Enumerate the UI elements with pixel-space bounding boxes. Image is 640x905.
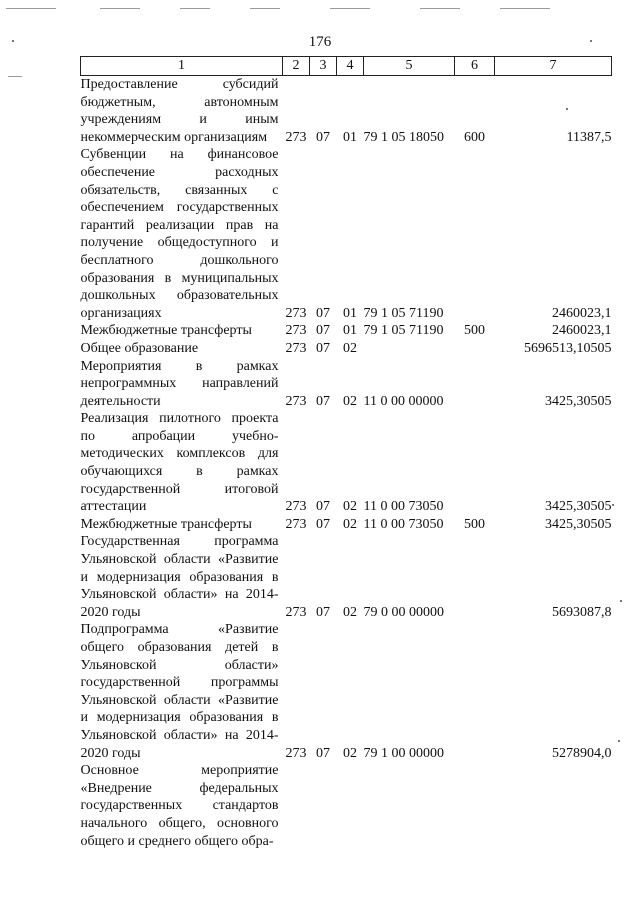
ministry-code: 273 bbox=[285, 499, 307, 515]
scan-artifact bbox=[420, 8, 460, 9]
ministry-code: 273 bbox=[285, 129, 307, 145]
target-article-code: 79 1 05 71190 bbox=[363, 305, 444, 321]
subsection-code: 02 bbox=[343, 745, 357, 761]
table-row bbox=[81, 340, 612, 358]
amount: 11387,5 bbox=[566, 129, 612, 145]
amount: 2460023,1 bbox=[552, 323, 612, 339]
target-article-code: 79 1 05 71190 bbox=[363, 323, 444, 339]
target-article-code bbox=[364, 340, 455, 358]
expense-type-code bbox=[455, 358, 495, 411]
expense-type-code: 600 bbox=[464, 129, 485, 145]
table-row bbox=[81, 762, 612, 850]
amount: 3425,30505 bbox=[545, 499, 612, 515]
section-code: 07 bbox=[316, 340, 330, 356]
row-name: Предоставление субсидий бюджетным, автономным учреждениям и иным некоммерческим организациям bbox=[80, 77, 279, 145]
scan-artifact bbox=[618, 740, 620, 742]
expense-type-code bbox=[455, 340, 495, 358]
scan-artifact bbox=[250, 8, 280, 9]
subsection-code: 01 bbox=[343, 323, 357, 339]
subsection-code: 02 bbox=[343, 340, 357, 356]
scan-artifact bbox=[566, 108, 568, 110]
section-code: 07 bbox=[316, 499, 330, 515]
scan-artifact bbox=[12, 40, 14, 42]
target-article-code: 11 0 00 00000 bbox=[363, 393, 444, 409]
page-number: 176 bbox=[308, 34, 332, 50]
target-article-code: 11 0 00 73050 bbox=[363, 516, 444, 532]
row-name: Межбюджетные трансферты bbox=[80, 516, 252, 532]
row-name: Субвенции на финансовое обеспечение расходных обязательств, связанных с обеспечением государственных гарантий реализации прав на получение общедоступного и бесплатного дошкольного образования в муниципальных дошкольных образовательных организациях bbox=[80, 147, 279, 321]
table-row bbox=[81, 410, 612, 516]
column-header: 7 bbox=[495, 57, 612, 76]
target-article-code: 11 0 00 73050 bbox=[363, 499, 444, 515]
subsection-code: 02 bbox=[343, 499, 357, 515]
amount bbox=[495, 762, 612, 850]
amount: 3425,30505 bbox=[545, 516, 612, 532]
ministry-code: 273 bbox=[285, 516, 307, 532]
amount: 5696513,10505 bbox=[524, 340, 612, 356]
subsection-code bbox=[337, 762, 364, 850]
expense-type-code bbox=[455, 621, 495, 762]
scan-artifact bbox=[180, 8, 210, 9]
subsection-code: 02 bbox=[343, 393, 357, 409]
row-name: Основное мероприятие «Внедрение федеральных государственных стандартов начального общего, основного общего и среднего общего обра- bbox=[80, 763, 279, 849]
column-header: 6 bbox=[455, 57, 495, 76]
table-row bbox=[81, 533, 612, 621]
table-row bbox=[81, 76, 612, 147]
ministry-code: 273 bbox=[285, 745, 307, 761]
expense-type-code bbox=[455, 146, 495, 322]
table-row bbox=[81, 358, 612, 411]
section-code: 07 bbox=[316, 129, 330, 145]
scan-artifact bbox=[6, 8, 56, 9]
column-header: 5 bbox=[364, 57, 455, 76]
row-name: Государственная программа Ульяновской области «Развитие и модернизация образования в Ульяновской области» на 2014-2020 годы bbox=[80, 534, 279, 620]
scan-artifact bbox=[330, 8, 370, 9]
amount: 3425,30505 bbox=[545, 393, 612, 409]
section-code: 07 bbox=[316, 516, 330, 532]
target-article-code bbox=[364, 762, 455, 850]
scan-artifact bbox=[8, 76, 22, 77]
expense-type-code: 500 bbox=[464, 323, 485, 339]
expense-type-code bbox=[455, 410, 495, 516]
scan-artifact bbox=[620, 600, 622, 602]
table-row bbox=[81, 322, 612, 340]
table-row bbox=[81, 146, 612, 322]
section-code: 07 bbox=[316, 604, 330, 620]
subsection-code: 02 bbox=[343, 516, 357, 532]
section-code: 07 bbox=[316, 305, 330, 321]
row-name: Подпрограмма «Развитие общего образования детей в Ульяновской области» государственной программы Ульяновской области «Развитие и модернизация образования в Ульяновской области» на 2014-2020 годы bbox=[80, 622, 279, 761]
section-code: 07 bbox=[316, 323, 330, 339]
target-article-code: 79 1 00 00000 bbox=[363, 745, 444, 761]
ministry-code: 273 bbox=[285, 323, 307, 339]
scan-artifact bbox=[612, 504, 614, 506]
expense-type-code: 500 bbox=[464, 516, 485, 532]
row-name: Межбюджетные трансферты bbox=[80, 323, 252, 339]
expense-type-code bbox=[455, 533, 495, 621]
ministry-code: 273 bbox=[285, 393, 307, 409]
row-name: Мероприятия в рамках непрограммных направлений деятельности bbox=[80, 358, 279, 409]
row-name: Общее образование bbox=[80, 340, 199, 356]
scan-artifact bbox=[100, 8, 140, 9]
budget-table bbox=[80, 56, 612, 850]
amount: 5693087,8 bbox=[552, 604, 612, 620]
ministry-code: 273 bbox=[285, 340, 307, 356]
table-header-row bbox=[81, 57, 612, 76]
ministry-code bbox=[283, 762, 310, 850]
target-article-code: 79 0 00 00000 bbox=[363, 604, 444, 620]
column-header: 3 bbox=[310, 57, 337, 76]
target-article-code: 79 1 05 18050 bbox=[363, 129, 444, 145]
ministry-code: 273 bbox=[285, 305, 307, 321]
table-row bbox=[81, 621, 612, 762]
column-header: 2 bbox=[283, 57, 310, 76]
ministry-code: 273 bbox=[285, 604, 307, 620]
amount: 2460023,1 bbox=[552, 305, 612, 321]
column-header: 1 bbox=[81, 57, 283, 76]
section-code: 07 bbox=[316, 745, 330, 761]
subsection-code: 01 bbox=[343, 129, 357, 145]
row-name: Реализация пилотного проекта по апробации учебно-методических комплексов для обучающихся в рамках государственной итоговой аттестации bbox=[80, 411, 279, 515]
column-header: 4 bbox=[337, 57, 364, 76]
table-row bbox=[81, 516, 612, 534]
section-code: 07 bbox=[316, 393, 330, 409]
scan-artifact bbox=[500, 8, 550, 9]
scan-artifact bbox=[590, 40, 592, 42]
subsection-code: 02 bbox=[343, 604, 357, 620]
section-code bbox=[310, 762, 337, 850]
expense-type-code bbox=[455, 762, 495, 850]
amount: 5278904,0 bbox=[552, 745, 612, 761]
subsection-code: 01 bbox=[343, 305, 357, 321]
